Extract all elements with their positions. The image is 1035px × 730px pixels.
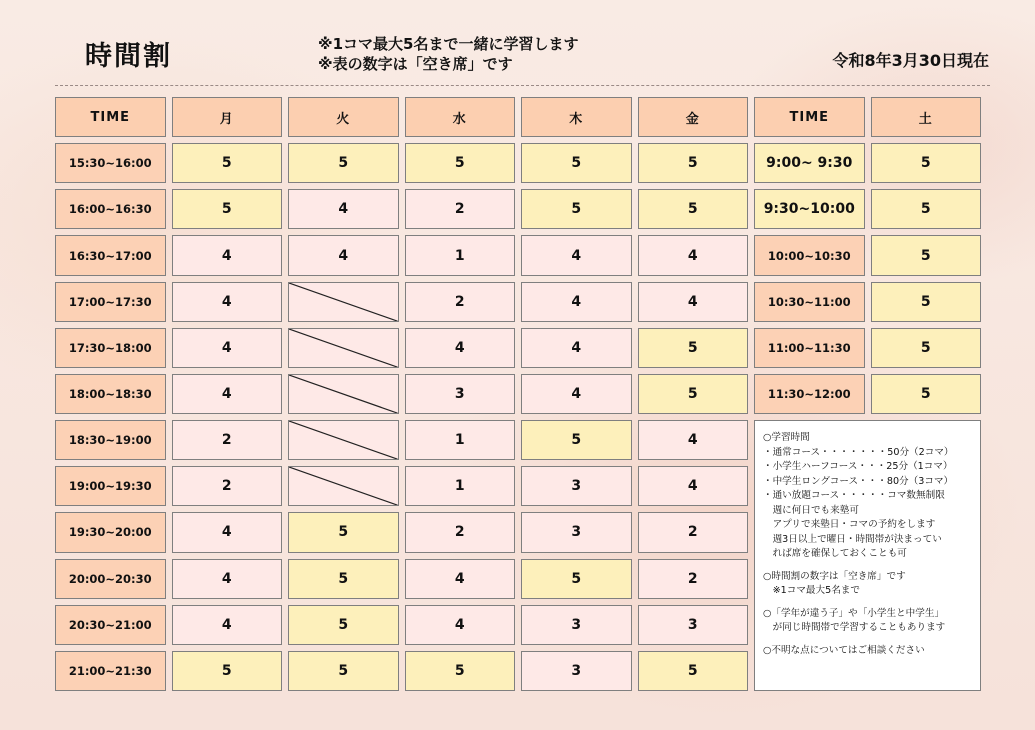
column-header: TIME	[754, 97, 865, 137]
sat-time-slot: 9:30~10:00	[754, 189, 865, 229]
time-slot: 21:00~21:30	[55, 651, 166, 691]
time-slot: 18:00~18:30	[55, 374, 166, 414]
time-slot: 15:30~16:00	[55, 143, 166, 183]
sat-time-slot: 11:30~12:00	[754, 374, 865, 414]
seat-count: 4	[172, 328, 283, 368]
info-line: ※1コマ最大5名まで	[763, 585, 860, 597]
seat-count: 5	[405, 651, 516, 691]
seat-count: 1	[405, 420, 516, 460]
column-header: 火	[288, 97, 399, 137]
info-line: 週3日以上で曜日・時間帯が決まってい	[763, 533, 942, 545]
seat-count: 5	[172, 143, 283, 183]
column-header: 月	[172, 97, 283, 137]
seat-count: 5	[521, 143, 632, 183]
time-slot: 17:30~18:00	[55, 328, 166, 368]
seat-count: 5	[288, 143, 399, 183]
info-panel	[754, 420, 981, 691]
info-spacer	[763, 636, 972, 644]
seat-count: 4	[405, 559, 516, 599]
info-line: ・通常コース・・・・・・・50分（2コマ）	[763, 446, 954, 458]
seat-count: 4	[638, 466, 749, 506]
seat-count: 2	[172, 466, 283, 506]
seat-count: 4	[521, 374, 632, 414]
seat-count: 4	[172, 512, 283, 552]
seat-count: 2	[638, 559, 749, 599]
closed-slot	[288, 374, 399, 414]
info-line: 週に何日でも来塾可	[763, 504, 859, 516]
seat-count: 5	[288, 651, 399, 691]
closed-slot	[288, 282, 399, 322]
seat-count: 4	[172, 605, 283, 645]
time-slot: 18:30~19:00	[55, 420, 166, 460]
info-spacer	[763, 599, 972, 607]
page-title: 時間割	[85, 41, 172, 72]
timetable-grid	[55, 97, 981, 691]
info-line: れば席を確保しておくことも可	[763, 548, 907, 560]
column-header: TIME	[55, 97, 166, 137]
info-line: ・小学生ハーフコース・・・25分（1コマ）	[763, 461, 953, 473]
column-header: 金	[638, 97, 749, 137]
seat-count: 1	[405, 235, 516, 275]
seat-count: 5	[638, 189, 749, 229]
seat-count: 4	[172, 559, 283, 599]
seat-count: 4	[638, 235, 749, 275]
sat-time-slot: 11:00~11:30	[754, 328, 865, 368]
seat-count: 3	[638, 605, 749, 645]
time-slot: 20:00~20:30	[55, 559, 166, 599]
seat-count: 3	[405, 374, 516, 414]
seat-count: 4	[638, 282, 749, 322]
seat-count: 4	[172, 235, 283, 275]
seat-count: 4	[638, 420, 749, 460]
seat-count: 5	[288, 512, 399, 552]
time-slot: 16:30~17:00	[55, 235, 166, 275]
header-divider	[55, 85, 990, 86]
seat-count: 5	[172, 189, 283, 229]
seat-count: 5	[172, 651, 283, 691]
time-slot: 16:00~16:30	[55, 189, 166, 229]
time-slot: 19:30~20:00	[55, 512, 166, 552]
info-line: アプリで来塾日・コマの予約をします	[763, 519, 936, 531]
seat-count: 5	[638, 328, 749, 368]
seat-count: 5	[638, 651, 749, 691]
info-spacer	[763, 562, 972, 570]
header-notes	[318, 34, 578, 74]
time-slot: 17:00~17:30	[55, 282, 166, 322]
seat-count: 4	[521, 282, 632, 322]
seat-count: 4	[288, 235, 399, 275]
seat-count: 5	[521, 189, 632, 229]
seat-count: 4	[288, 189, 399, 229]
info-line: ○学習時間	[763, 432, 810, 444]
seat-count: 2	[405, 512, 516, 552]
seat-count: 5	[288, 559, 399, 599]
seat-count: 5	[638, 374, 749, 414]
seat-count: 2	[172, 420, 283, 460]
seat-count: 4	[521, 328, 632, 368]
seat-count: 2	[638, 512, 749, 552]
sat-seat-count: 5	[871, 235, 982, 275]
note-max-students: ※1コマ最大5名まで一緒に学習します	[318, 35, 579, 53]
sat-time-slot: 9:00~ 9:30	[754, 143, 865, 183]
sat-seat-count: 5	[871, 374, 982, 414]
seat-count: 4	[521, 235, 632, 275]
seat-count: 5	[288, 605, 399, 645]
seat-count: 2	[405, 282, 516, 322]
seat-count: 2	[405, 189, 516, 229]
column-header: 水	[405, 97, 516, 137]
sat-seat-count: 5	[871, 143, 982, 183]
note-empty-seats: ※表の数字は「空き席」です	[318, 55, 513, 73]
column-header: 土	[871, 97, 982, 137]
info-line: ・通い放題コース・・・・・コマ数無制限	[763, 490, 945, 502]
seat-count: 4	[405, 328, 516, 368]
seat-count: 3	[521, 651, 632, 691]
info-line: ○時間割の数字は「空き席」です	[763, 570, 906, 582]
info-line: ○不明な点についてはご相談ください	[763, 644, 925, 656]
seat-count: 3	[521, 466, 632, 506]
info-line: ○「学年が違う子」や「小学生と中学生」	[763, 607, 945, 619]
seat-count: 5	[405, 143, 516, 183]
column-header: 木	[521, 97, 632, 137]
time-slot: 20:30~21:00	[55, 605, 166, 645]
seat-count: 3	[521, 512, 632, 552]
closed-slot	[288, 466, 399, 506]
seat-count: 5	[521, 559, 632, 599]
closed-slot	[288, 420, 399, 460]
sat-seat-count: 5	[871, 282, 982, 322]
sat-seat-count: 5	[871, 189, 982, 229]
seat-count: 4	[172, 282, 283, 322]
seat-count: 3	[521, 605, 632, 645]
time-slot: 19:00~19:30	[55, 466, 166, 506]
seat-count: 4	[172, 374, 283, 414]
sat-seat-count: 5	[871, 328, 982, 368]
seat-count: 5	[521, 420, 632, 460]
sat-time-slot: 10:00~10:30	[754, 235, 865, 275]
info-line: が同じ時間帯で学習することもあります	[763, 622, 946, 634]
seat-count: 1	[405, 466, 516, 506]
as-of-date: 令和8年3月30日現在	[832, 51, 989, 70]
closed-slot	[288, 328, 399, 368]
sat-time-slot: 10:30~11:00	[754, 282, 865, 322]
seat-count: 4	[405, 605, 516, 645]
info-line: ・中学生ロングコース・・・80分（3コマ）	[763, 475, 954, 487]
seat-count: 5	[638, 143, 749, 183]
